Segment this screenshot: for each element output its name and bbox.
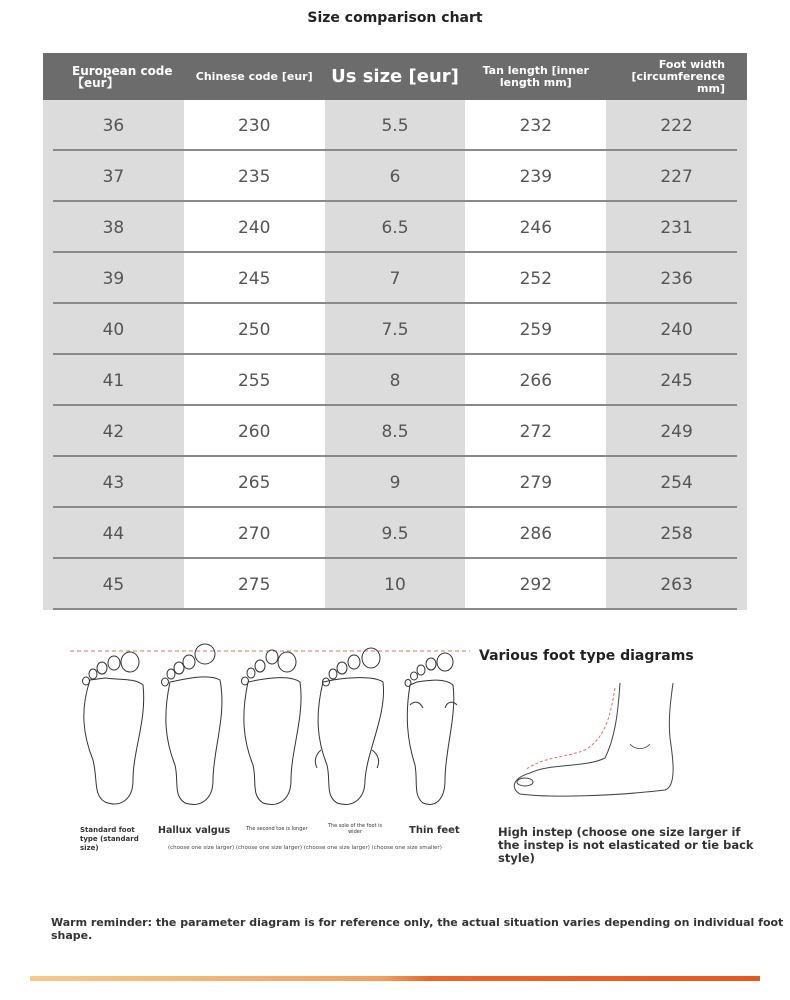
warm-reminder: Warm reminder: the parameter diagram is for reference only, the actual situation varies depending on individual foot shape. bbox=[51, 916, 784, 942]
table-cell: 9.5 bbox=[325, 508, 466, 559]
table-cell: 252 bbox=[465, 253, 606, 304]
table-cell: 254 bbox=[606, 457, 747, 508]
high-instep-note: High instep (choose one size larger if the instep is not elasticated or tie back style) bbox=[498, 825, 754, 865]
table-cell: 44 bbox=[43, 508, 184, 559]
header-chinese-code: Chinese code [eur] bbox=[195, 69, 313, 83]
table-cell: 266 bbox=[465, 355, 606, 406]
table-cell: 7.5 bbox=[325, 304, 466, 355]
table-cell: 10 bbox=[325, 559, 466, 610]
table-row bbox=[43, 202, 747, 253]
table-cell: 275 bbox=[184, 559, 325, 610]
label-standard-foot: Standard foot type (standard size) bbox=[80, 826, 139, 852]
table-cell: 265 bbox=[184, 457, 325, 508]
table-cell: 36 bbox=[43, 100, 184, 151]
table-row bbox=[43, 355, 747, 406]
second-toe-longer-foot-icon bbox=[242, 650, 302, 804]
table-cell: 222 bbox=[606, 100, 747, 151]
table-row bbox=[43, 100, 747, 151]
table-cell: 231 bbox=[606, 202, 747, 253]
table-cell: 239 bbox=[465, 151, 606, 202]
table-cell: 6 bbox=[325, 151, 466, 202]
table-cell: 5.5 bbox=[325, 100, 466, 151]
table-cell: 227 bbox=[606, 151, 747, 202]
table-row bbox=[43, 151, 747, 202]
table-cell: 6.5 bbox=[325, 202, 466, 253]
table-cell: 232 bbox=[465, 100, 606, 151]
thin-foot-icon bbox=[405, 653, 457, 804]
table-header bbox=[43, 53, 747, 100]
table-cell: 240 bbox=[184, 202, 325, 253]
standard-foot-icon bbox=[83, 652, 144, 804]
table-cell: 240 bbox=[606, 304, 747, 355]
table-cell: 235 bbox=[184, 151, 325, 202]
table-cell: 255 bbox=[184, 355, 325, 406]
table-cell: 43 bbox=[43, 457, 184, 508]
table-row bbox=[43, 457, 747, 508]
table-cell: 9 bbox=[325, 457, 466, 508]
table-cell: 8 bbox=[325, 355, 466, 406]
hallux-valgus-foot-icon bbox=[162, 644, 222, 804]
table-cell: 40 bbox=[43, 304, 184, 355]
table-row bbox=[43, 253, 747, 304]
table-cell: 259 bbox=[465, 304, 606, 355]
table-cell: 230 bbox=[184, 100, 325, 151]
label-second-toe-longer: The second toe is longer bbox=[246, 826, 308, 832]
high-instep-foot-icon bbox=[505, 678, 685, 803]
header-foot-width: Foot width [circumference mm] bbox=[631, 57, 725, 95]
label-thin-feet: Thin feet bbox=[409, 825, 460, 836]
table-row bbox=[43, 559, 747, 610]
table-cell: 7 bbox=[325, 253, 466, 304]
table-cell: 263 bbox=[606, 559, 747, 610]
table-cell: 292 bbox=[465, 559, 606, 610]
page-title: Size comparison chart bbox=[307, 10, 483, 26]
table-row bbox=[43, 508, 747, 559]
table-cell: 8.5 bbox=[325, 406, 466, 457]
label-wider-sole: The sole of the foot is wider bbox=[327, 823, 383, 835]
table-cell: 45 bbox=[43, 559, 184, 610]
table-cell: 245 bbox=[606, 355, 747, 406]
table-cell: 41 bbox=[43, 355, 184, 406]
table-cell: 272 bbox=[465, 406, 606, 457]
table-row bbox=[43, 406, 747, 457]
header-european-code: European code【eur】 bbox=[72, 63, 173, 90]
table-cell: 260 bbox=[184, 406, 325, 457]
table-body bbox=[43, 100, 747, 610]
table-cell: 236 bbox=[606, 253, 747, 304]
table-cell: 250 bbox=[184, 304, 325, 355]
wide-sole-foot-icon bbox=[315, 648, 383, 804]
table-cell: 249 bbox=[606, 406, 747, 457]
accent-bar bbox=[30, 976, 760, 981]
table-cell: 258 bbox=[606, 508, 747, 559]
header-us-size: Us size [eur] bbox=[331, 65, 459, 87]
table-cell: 246 bbox=[465, 202, 606, 253]
table-cell: 286 bbox=[465, 508, 606, 559]
table-cell: 42 bbox=[43, 406, 184, 457]
table-cell: 37 bbox=[43, 151, 184, 202]
foot-type-diagrams-title: Various foot type diagrams bbox=[479, 648, 694, 664]
table-cell: 270 bbox=[184, 508, 325, 559]
table-cell: 38 bbox=[43, 202, 184, 253]
size-table bbox=[43, 53, 747, 610]
header-tan-length: Tan length [inner length mm] bbox=[482, 63, 589, 89]
table-row bbox=[43, 304, 747, 355]
table-cell: 245 bbox=[184, 253, 325, 304]
table-cell: 279 bbox=[465, 457, 606, 508]
choose-size-note: (choose one size larger) (choose one size larger) (choose one size larger) (choose one size smaller) bbox=[168, 845, 442, 851]
table-cell: 39 bbox=[43, 253, 184, 304]
label-hallux-valgus: Hallux valgus bbox=[158, 825, 231, 836]
